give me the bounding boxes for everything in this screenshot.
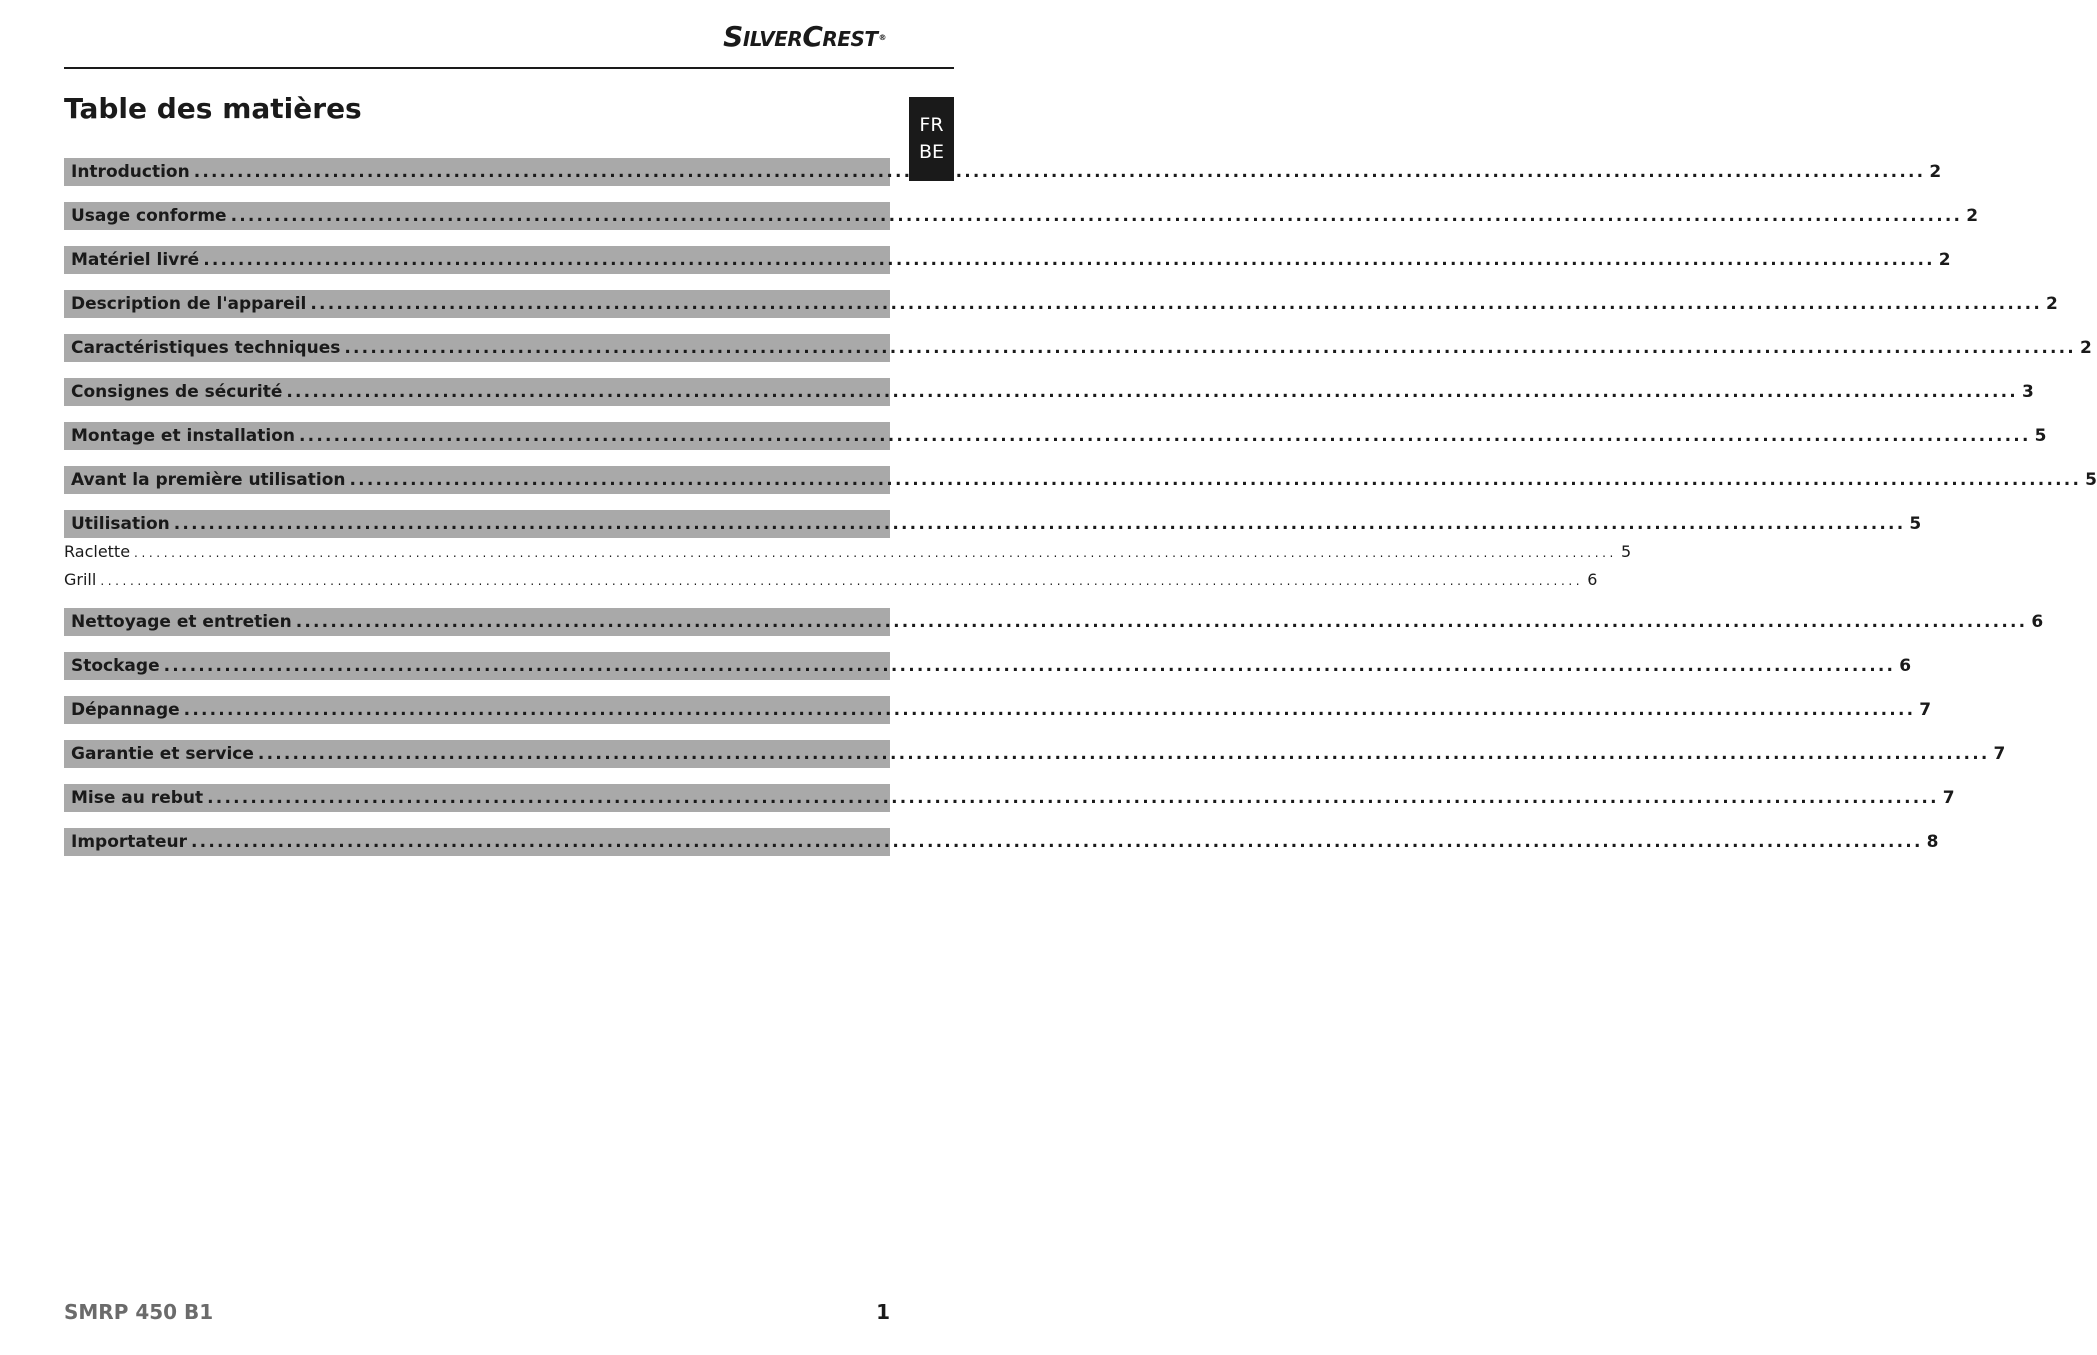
toc-entry-page: 2 — [1966, 206, 1979, 226]
toc-leader-dots: ........................................................................................................................................................................................................ — [163, 656, 1896, 676]
toc-leader-dots: ........................................................................................................................................................................................................ — [344, 338, 2076, 358]
toc-entry-label: Nettoyage et entretien — [71, 612, 292, 632]
toc-entry[interactable] — [64, 158, 1942, 186]
toc-entry-page: 8 — [1926, 832, 1939, 852]
toc-entry[interactable] — [64, 334, 2092, 362]
toc-entry[interactable] — [64, 652, 1912, 680]
toc-entry[interactable] — [64, 378, 2034, 406]
toc-entry-page: 7 — [1993, 744, 2006, 764]
registered-mark: ® — [878, 32, 886, 42]
toc-entry-page: 2 — [1929, 162, 1942, 182]
toc-entry-label: Introduction — [71, 162, 190, 182]
brand-letter-s: S — [723, 20, 743, 53]
toc-entry[interactable] — [64, 422, 2047, 450]
brand-text-rest: REST — [822, 27, 878, 51]
toc-entry-page: 2 — [2045, 294, 2058, 314]
toc-entry-label: Utilisation — [71, 514, 170, 534]
toc-entry-label: Caractéristiques techniques — [71, 338, 341, 358]
toc-entry-label: Garantie et service — [71, 744, 254, 764]
toc-entry[interactable] — [64, 466, 2097, 494]
toc-leader-dots: ........................................................................................................................................................................................................ — [299, 426, 2031, 446]
toc-leader-dots: ........................................................................................................................................................................................................ — [257, 744, 1990, 764]
toc-leader-dots: ........................................................................................................................................................................................................ — [193, 162, 1926, 182]
toc-entry-label: Montage et installation — [71, 426, 295, 446]
toc-entry-page: 2 — [2079, 338, 2092, 358]
table-of-contents — [64, 158, 2097, 872]
toc-entry-page: 3 — [2021, 382, 2034, 402]
toc-leader-dots: ........................................................................................................................................................................................................ — [230, 206, 1963, 226]
toc-entry[interactable] — [64, 696, 1932, 724]
toc-subentry[interactable] — [64, 566, 1598, 594]
toc-entry[interactable] — [64, 828, 1939, 856]
toc-entry-page: 7 — [1919, 700, 1932, 720]
page-number: 1 — [876, 1300, 890, 1324]
toc-subentry-label: Raclette — [64, 542, 131, 561]
toc-leader-dots: ........................................................................................................................................................................................................ — [134, 546, 1617, 560]
toc-entry[interactable] — [64, 740, 2006, 768]
toc-entry[interactable] — [64, 290, 2058, 318]
toc-entry-page: 6 — [1899, 656, 1912, 676]
toc-leader-dots: ........................................................................................................................................................................................................ — [203, 250, 1935, 270]
toc-subentry-label: Grill — [64, 570, 97, 589]
toc-subentry[interactable] — [64, 538, 1632, 566]
toc-entry[interactable] — [64, 784, 1955, 812]
toc-entry-label: Mise au rebut — [71, 788, 204, 808]
toc-leader-dots: ........................................................................................................................................................................................................ — [100, 574, 1584, 588]
toc-entry-label: Importateur — [71, 832, 188, 852]
brand-logo — [723, 20, 886, 53]
language-code-fr: FR — [919, 114, 944, 136]
toc-entry-label: Stockage — [71, 656, 160, 676]
toc-leader-dots: ........................................................................................................................................................................................................ — [349, 470, 2082, 490]
toc-entry-label: Avant la première utilisation — [71, 470, 346, 490]
toc-subentry-page: 6 — [1587, 570, 1598, 589]
model-number: SMRP 450 B1 — [64, 1300, 214, 1324]
toc-leader-dots: ........................................................................................................................................................................................................ — [191, 832, 1923, 852]
toc-entry-page: 6 — [2031, 612, 2044, 632]
toc-entry-label: Consignes de sécurité — [71, 382, 283, 402]
toc-entry[interactable] — [64, 608, 2044, 636]
toc-subentry-page: 5 — [1620, 542, 1632, 561]
toc-leader-dots: ........................................................................................................................................................................................................ — [310, 294, 2042, 314]
toc-entry[interactable] — [64, 510, 1922, 538]
toc-leader-dots: ........................................................................................................................................................................................................ — [295, 612, 2028, 632]
toc-leader-dots: ........................................................................................................................................................................................................ — [183, 700, 1916, 720]
toc-entry-page: 5 — [2085, 470, 2097, 490]
toc-entry-page: 7 — [1942, 788, 1955, 808]
toc-entry-label: Description de l'appareil — [71, 294, 307, 314]
toc-entry-page: 5 — [1909, 514, 1922, 534]
toc-entry[interactable] — [64, 202, 1979, 230]
brand-letter-c: C — [802, 20, 823, 53]
header-rule — [64, 67, 954, 69]
page-title: Table des matières — [64, 92, 362, 125]
toc-entry-label: Usage conforme — [71, 206, 227, 226]
toc-leader-dots: ........................................................................................................................................................................................................ — [286, 382, 2018, 402]
toc-entry-label: Dépannage — [71, 700, 180, 720]
toc-entry-page: 2 — [1938, 250, 1951, 270]
language-code-be: BE — [918, 141, 945, 163]
toc-entry-label: Matériel livré — [71, 250, 200, 270]
toc-leader-dots: ........................................................................................................................................................................................................ — [173, 514, 1906, 534]
toc-entry[interactable] — [64, 246, 1951, 274]
toc-entry-page: 5 — [2034, 426, 2047, 446]
toc-leader-dots: ........................................................................................................................................................................................................ — [207, 788, 1939, 808]
brand-text-ilver: ILVER — [742, 27, 803, 51]
